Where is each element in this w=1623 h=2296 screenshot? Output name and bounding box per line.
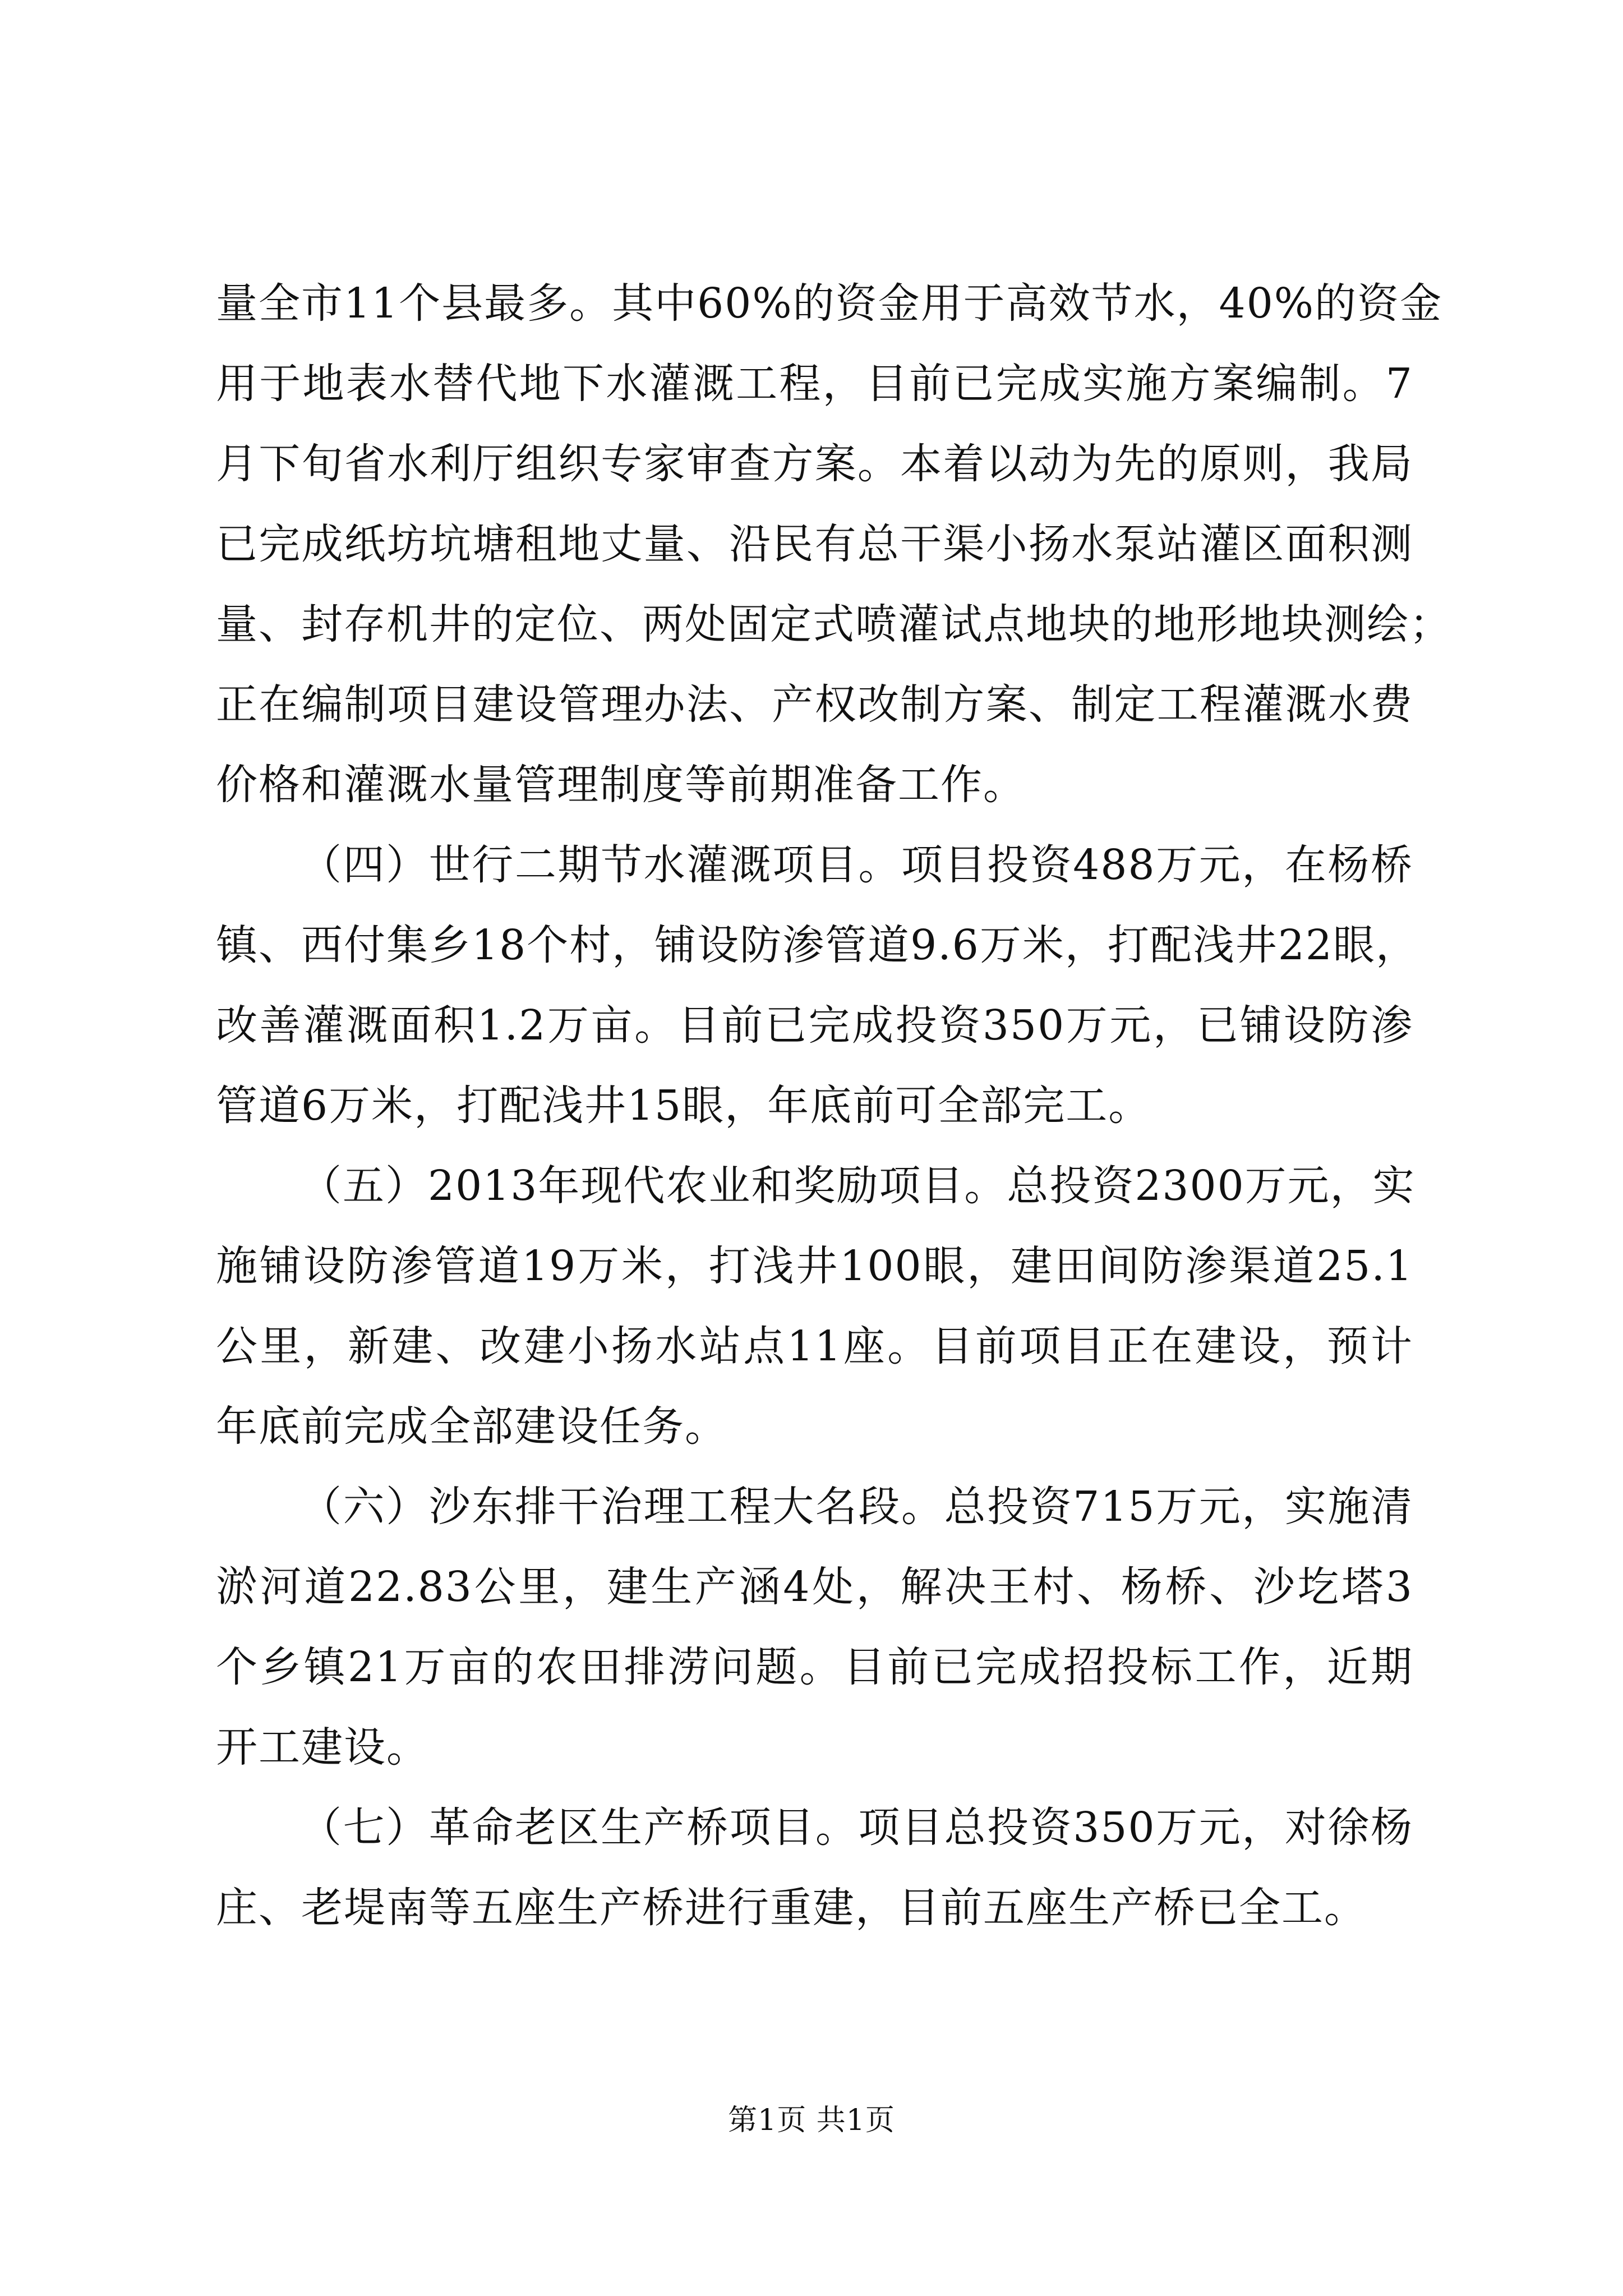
text-line: 正在编制项目建设管理办法、产权改制方案、制定工程灌溉水费 xyxy=(216,680,1413,729)
text-line: 淤河道22.83公里，建生产涵4处，解决王村、杨桥、沙圪塔3 xyxy=(216,1563,1413,1611)
paragraph-heading-line: （七）革命老区生产桥项目。项目总投资350万元，对徐杨 xyxy=(300,1803,1413,1852)
text-line: 镇、西付集乡18个村，铺设防渗管道9.6万米，打配浅井22眼， xyxy=(216,921,1419,969)
text-line: 改善灌溉面积1.2万亩。目前已完成投资350万元，已铺设防渗 xyxy=(216,1001,1413,1050)
text-line: 管道6万米，打配浅井15眼，年底前可全部完工。 xyxy=(216,1082,1151,1130)
text-line: 价格和灌溉水量管理制度等前期准备工作。 xyxy=(216,761,1026,809)
text-line: 开工建设。 xyxy=(216,1723,429,1772)
paragraph-heading-line: （四）世行二期节水灌溉项目。项目投资488万元，在杨桥 xyxy=(300,841,1413,889)
text-line: 已完成纸坊坑塘租地丈量、沿民有总干渠小扬水泵站灌区面积测 xyxy=(216,520,1413,568)
paragraph-heading-line: （五）2013年现代农业和奖励项目。总投资2300万元，实 xyxy=(300,1162,1415,1210)
document-body xyxy=(216,264,1452,1948)
text-line: 个乡镇21万亩的农田排涝问题。目前已完成招投标工作，近期 xyxy=(216,1643,1413,1691)
text-line: 用于地表水替代地下水灌溉工程，目前已完成实施方案编制。7 xyxy=(216,360,1413,408)
text-line: 量、封存机井的定位、两处固定式喷灌试点地块的地形地块测绘； xyxy=(216,600,1452,648)
text-line: 庄、老堤南等五座生产桥进行重建，目前五座生产桥已全工。 xyxy=(216,1884,1367,1932)
page-number-footer: 第1页 共1页 xyxy=(728,2104,895,2137)
text-line: 公里，新建、改建小扬水站点11座。目前项目正在建设，预计 xyxy=(216,1322,1413,1370)
text-line: 年底前完成全部建设任务。 xyxy=(216,1402,727,1451)
text-line: 量全市11个县最多。其中60%的资金用于高效节水，40%的资金 xyxy=(216,279,1443,328)
paragraph-heading-line: （六）沙东排干治理工程大名段。总投资715万元，实施清 xyxy=(300,1483,1413,1531)
text-line: 月下旬省水利厅组织专家审查方案。本着以动为先的原则，我局 xyxy=(216,440,1413,488)
text-line: 施铺设防渗管道19万米，打浅井100眼，建田间防渗渠道25.1 xyxy=(216,1242,1413,1290)
